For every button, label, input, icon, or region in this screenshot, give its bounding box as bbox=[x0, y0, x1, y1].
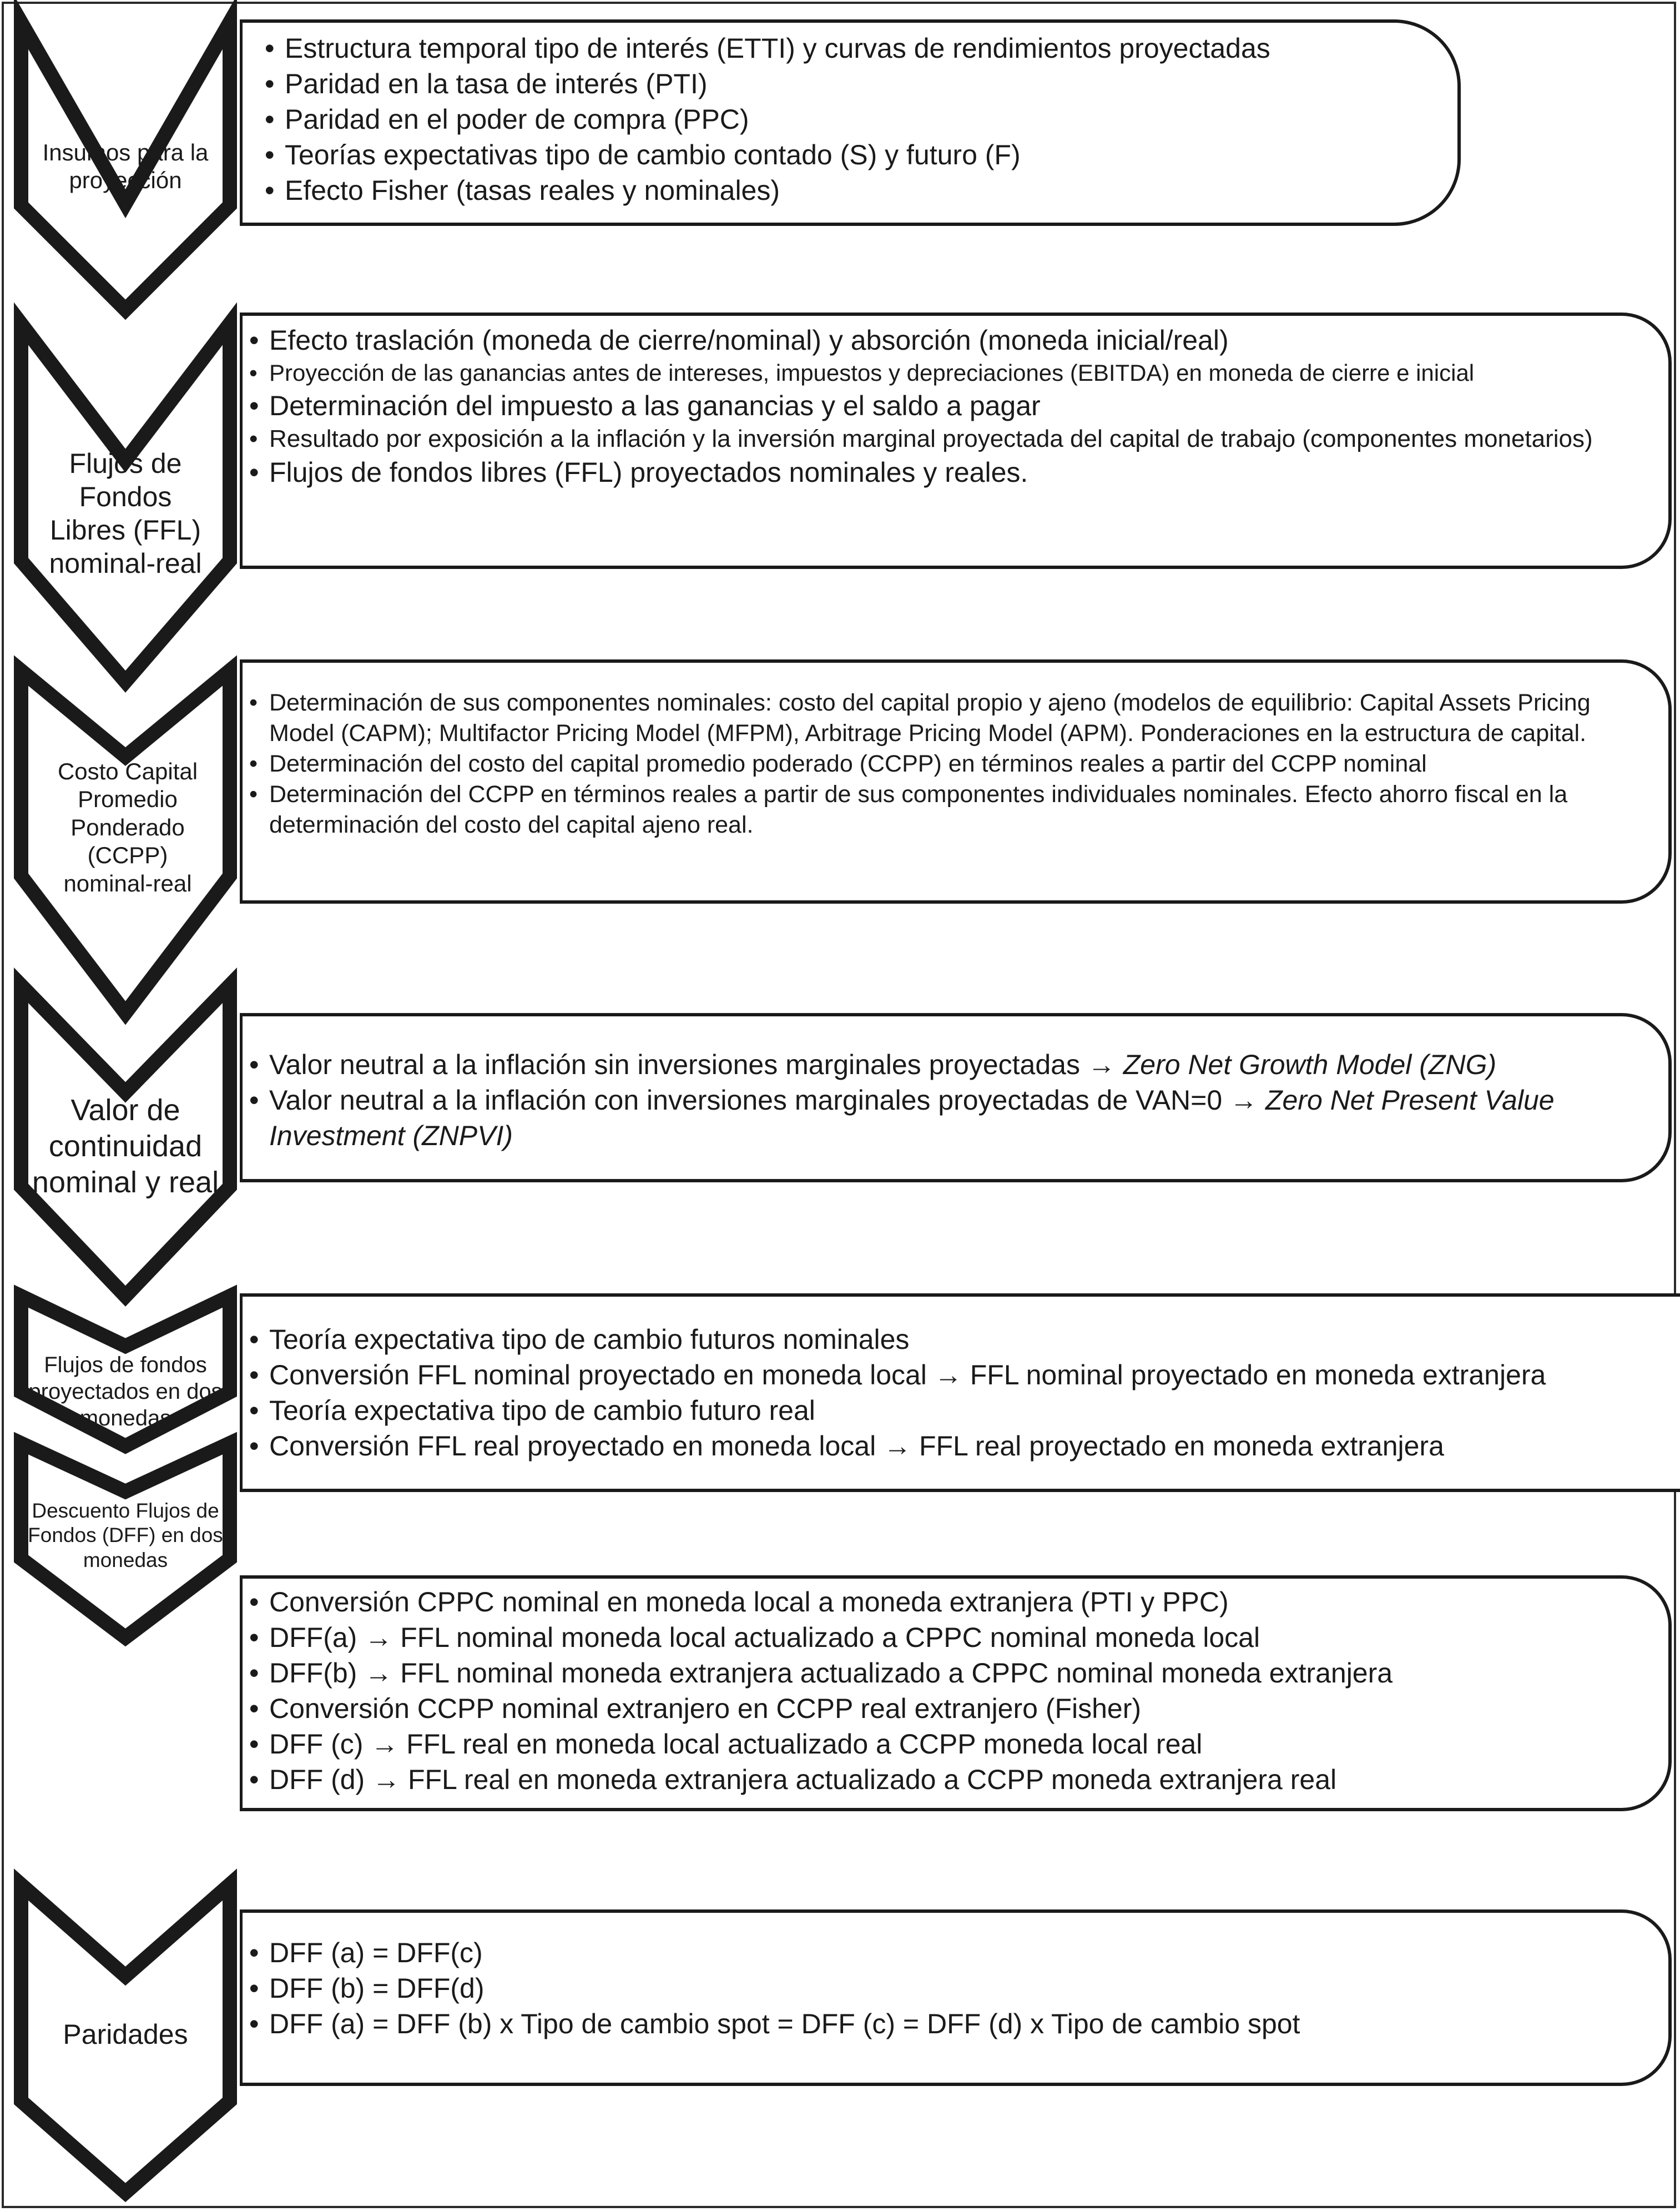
stage-label-ccpp: Costo Capital Promedio Ponderado (CCPP) nominal-real bbox=[57, 758, 198, 896]
list-item: • Efecto Fisher (tasas reales y nominales) bbox=[264, 173, 1446, 208]
list-item: • Conversión CCPP nominal extranjero en CCPP real extranjero (Fisher) bbox=[248, 1691, 1657, 1726]
list-item: • DFF (c) → FFL real en moneda local actualizado a CCPP moneda local real bbox=[248, 1726, 1657, 1762]
list-item: • Flujos de fondos libres (FFL) proyectados nominales y reales. bbox=[248, 455, 1657, 490]
list-item: • DFF(a) → FFL nominal moneda local actualizado a CPPC nominal moneda local bbox=[248, 1620, 1657, 1655]
list-item: • Proyección de las ganancias antes de intereses, impuestos y depreciaciones (EBITDA) en moneda de cierre e inicial bbox=[248, 358, 1657, 388]
list-item: • Valor neutral a la inflación con inversiones marginales proyectadas de VAN=0 → Zero Net Present Value Investment (ZNPVI) bbox=[248, 1082, 1657, 1153]
list-item: • Estructura temporal tipo de interés (ETTI) y curvas de rendimientos proyectadas bbox=[264, 31, 1446, 66]
list-item: • Determinación de sus componentes nominales: costo del capital propio y ajeno (modelos de equilibrio: Capital Assets Pricing Model (CAPM); Multifactor Pricing Model (MFPM), Arbitrage Pricing Model (APM). Ponderaciones en la estructura de capital. bbox=[248, 688, 1657, 749]
stage-label-ffl: Flujos de Fondos Libres (FFL) nominal-real bbox=[49, 448, 202, 579]
list-item: • Valor neutral a la inflación sin inversiones marginales proyectadas → Zero Net Growth Model (ZNG) bbox=[248, 1047, 1657, 1082]
list-item: • Determinación del CCPP en términos reales a partir de sus componentes individuales nominales. Efecto ahorro fiscal en la determinación del costo del capital ajeno real. bbox=[248, 779, 1657, 840]
stage-box-valor bbox=[240, 1013, 1672, 1182]
list-item: • DFF (a) = DFF (b) x Tipo de cambio spot = DFF (c) = DFF (d) x Tipo de cambio spot bbox=[248, 2006, 1657, 2042]
stage-label-flujos-dos-monedas: Flujos de fondos proyectados en dos monedas bbox=[28, 1353, 223, 1430]
list-item: • Determinación del impuesto a las ganancias y el saldo a pagar bbox=[248, 388, 1657, 424]
list-item: • Teoría expectativa tipo de cambio futuros nominales bbox=[248, 1322, 1680, 1357]
stage-box-insumos bbox=[240, 19, 1461, 226]
stage-box-flujos-dos-monedas bbox=[240, 1293, 1680, 1492]
stage-label-dff: Descuento Flujos de Fondos (DFF) en dos monedas bbox=[28, 1499, 223, 1571]
stage-box-paridades bbox=[240, 1909, 1672, 2086]
stage-box-ffl bbox=[240, 313, 1672, 569]
list-item: • Conversión CPPC nominal en moneda local a moneda extranjera (PTI y PPC) bbox=[248, 1584, 1657, 1620]
list-item: • DFF (d) → FFL real en moneda extranjera actualizado a CCPP moneda extranjera real bbox=[248, 1762, 1657, 1797]
stage-label-valor: Valor de continuidad nominal y real bbox=[32, 1094, 219, 1199]
list-item: • Conversión FFL real proyectado en moneda local → FFL real proyectado en moneda extranjera bbox=[248, 1428, 1680, 1464]
list-item: • Determinación del costo del capital promedio poderado (CCPP) en términos reales a partir del CCPP nominal bbox=[248, 749, 1657, 779]
list-item: • Paridad en el poder de compra (PPC) bbox=[264, 102, 1446, 137]
list-item: • DFF (b) = DFF(d) bbox=[248, 1971, 1657, 2006]
list-item: • Resultado por exposición a la inflación y la inversión marginal proyectada del capital de trabajo (componentes monetarios) bbox=[248, 424, 1657, 455]
list-item: • Paridad en la tasa de interés (PTI) bbox=[264, 66, 1446, 102]
list-item: • DFF(b) → FFL nominal moneda extranjera actualizado a CPPC nominal moneda extranjera bbox=[248, 1655, 1657, 1691]
list-item: • Teoría expectativa tipo de cambio futuro real bbox=[248, 1393, 1680, 1428]
stage-label-insumos: Insumos para la proyección bbox=[42, 139, 209, 194]
stage-box-dff bbox=[240, 1575, 1672, 1811]
list-item: • Teorías expectativas tipo de cambio contado (S) y futuro (F) bbox=[264, 137, 1446, 173]
list-item: • Efecto traslación (moneda de cierre/nominal) y absorción (moneda inicial/real) bbox=[248, 323, 1657, 358]
stage-label-paridades: Paridades bbox=[63, 2019, 188, 2050]
stage-box-ccpp bbox=[240, 659, 1672, 904]
list-item: • DFF (a) = DFF(c) bbox=[248, 1935, 1657, 1971]
list-item: • Conversión FFL nominal proyectado en moneda local → FFL nominal proyectado en moneda extranjera bbox=[248, 1357, 1680, 1393]
